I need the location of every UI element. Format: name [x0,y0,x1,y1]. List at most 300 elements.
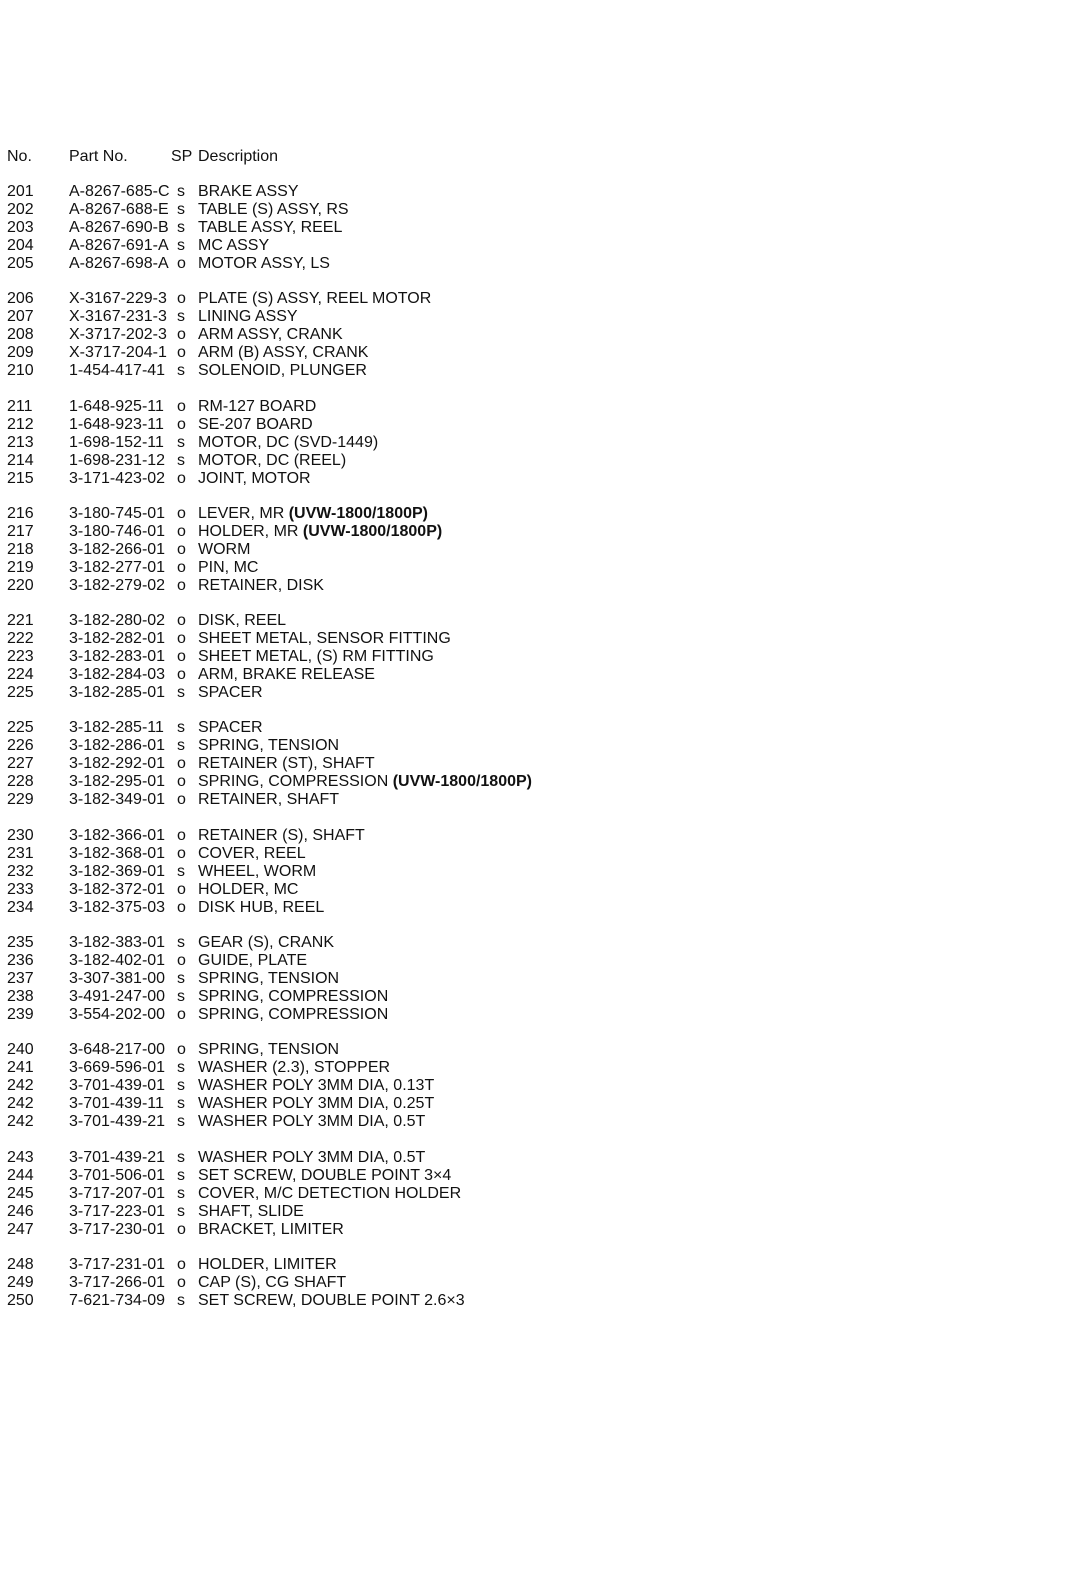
part-description-cell [198,827,365,845]
part-number: 3-182-266-01 [69,540,166,558]
supply-code: s [177,1184,185,1202]
part-description-cell [198,201,349,219]
part-description: SPRING, TENSION [198,737,340,755]
supply-code: o [177,1006,186,1024]
part-description: CAP (S), CG SHAFT [198,1273,347,1291]
header-sp: SP [171,148,193,165]
part-description-cell [198,505,428,523]
model-note: (UVW-1800/1800P) [392,773,532,791]
part-description-cell [198,183,299,201]
supply-code: s [177,684,185,702]
part-number-index: 232 [7,862,34,880]
part-description-cell [198,755,375,773]
part-description: LINING ASSY [198,308,298,326]
part-number-index: 225 [7,719,34,737]
part-description: ARM, BRAKE RELEASE [198,666,375,684]
part-number-index: 217 [7,522,34,540]
part-description: GUIDE, PLATE [198,952,308,970]
supply-code: o [177,397,186,415]
part-description-cell [198,988,388,1006]
part-description-cell [198,648,434,666]
part-number-index: 220 [7,576,34,594]
supply-code: o [177,898,186,916]
part-row [7,845,1067,863]
part-number-index: 242 [7,1113,34,1131]
part-number: 3-182-282-01 [69,630,166,648]
part-description: SPACER [198,684,263,702]
part-number-index: 238 [7,988,34,1006]
part-description: COVER, M/C DETECTION HOLDER [198,1184,462,1202]
supply-code: o [177,558,186,576]
part-number-index: 206 [7,290,34,308]
part-number: A-8267-685-C [69,183,170,200]
part-description-cell [198,237,269,255]
part-description-cell [198,1077,434,1095]
part-number-index: 245 [7,1184,34,1202]
part-description-cell [198,1256,337,1274]
part-row [7,1149,1067,1167]
part-number: X-3167-229-3 [69,290,167,308]
part-number-index: 237 [7,970,34,988]
part-number: 3-182-277-01 [69,558,166,576]
part-description: RETAINER, SHAFT [198,791,340,809]
part-row [7,1113,1067,1131]
part-description-cell [198,541,250,559]
part-number: 3-648-217-00 [69,1041,166,1059]
part-number-index: 209 [7,344,34,362]
supply-code: o [177,648,186,666]
part-number-index: 229 [7,791,34,809]
part-row [7,344,1067,362]
part-description: SE-207 BOARD [198,415,313,433]
part-description: TABLE (S) ASSY, RS [198,201,349,218]
part-description-cell [198,308,298,326]
part-number-index: 215 [7,469,34,487]
part-row [7,881,1067,899]
part-number: 3-182-375-03 [69,898,166,916]
supply-code: s [177,1202,185,1220]
part-description: WASHER POLY 3MM DIA, 0.5T [198,1148,426,1166]
part-description: SPACER [198,719,263,737]
part-number-index: 221 [7,612,34,630]
part-description-cell [198,1185,461,1203]
part-number: 1-648-925-11 [69,397,164,415]
part-number-index: 244 [7,1166,34,1184]
part-row [7,237,1067,255]
supply-code: s [177,201,185,218]
part-description-cell [198,1167,451,1185]
part-number-index: 202 [7,201,34,218]
part-number: 3-182-383-01 [69,934,166,952]
supply-code: s [177,1077,185,1095]
parts-group [7,1149,1067,1239]
part-description-cell [198,326,343,344]
part-description-cell [198,452,346,470]
part-number: 3-182-368-01 [69,844,166,862]
part-description: BRACKET, LIMITER [198,1220,344,1238]
part-row [7,559,1067,577]
part-number-index: 227 [7,755,34,773]
part-description: BRAKE ASSY [198,183,299,200]
part-row [7,416,1067,434]
part-description-cell [198,416,313,434]
part-row [7,1059,1067,1077]
header-no: No. [7,148,32,165]
part-description: WHEEL, WORM [198,862,317,880]
part-description: WASHER POLY 3MM DIA, 0.5T [198,1113,426,1131]
part-row [7,452,1067,470]
part-description-cell [198,881,298,899]
part-number: 3-180-745-01 [69,504,166,522]
part-number-index: 216 [7,504,34,522]
part-number-index: 222 [7,630,34,648]
part-row [7,827,1067,845]
supply-code: o [177,255,186,272]
part-description: HOLDER, MR [198,522,299,540]
part-number-index: 205 [7,255,34,272]
part-description: WORM [198,540,251,558]
part-row [7,899,1067,917]
parts-group [7,290,1067,380]
part-number: A-8267-691-A [69,237,169,254]
part-number: 3-182-349-01 [69,791,166,809]
part-number: 3-701-439-01 [69,1077,166,1095]
part-description-cell [198,666,375,684]
part-row [7,1095,1067,1113]
part-row [7,684,1067,702]
part-description: SPRING, TENSION [198,970,340,988]
part-description: ARM ASSY, CRANK [198,326,343,344]
part-description: JOINT, MOTOR [198,469,311,487]
part-description-cell [198,899,324,917]
part-description-cell [198,845,306,863]
part-row [7,255,1067,273]
parts-groups [7,183,1067,1310]
part-row [7,988,1067,1006]
part-number-index: 250 [7,1291,34,1309]
supply-code: s [177,451,185,469]
part-number-index: 214 [7,451,34,469]
supply-code: o [177,1273,186,1291]
supply-code: o [177,1220,186,1238]
part-description-cell [198,970,339,988]
parts-group [7,934,1067,1024]
part-row [7,183,1067,201]
part-row [7,755,1067,773]
supply-code: o [177,844,186,862]
part-row [7,630,1067,648]
part-row [7,934,1067,952]
part-number-index: 231 [7,844,34,862]
parts-list-header [7,148,1067,166]
part-description: WASHER POLY 3MM DIA, 0.13T [198,1077,435,1095]
part-description-cell [198,1203,304,1221]
part-row [7,719,1067,737]
supply-code: s [177,1291,185,1309]
part-number-index: 207 [7,308,34,326]
part-number-index: 242 [7,1095,34,1113]
supply-code: o [177,791,186,809]
parts-group [7,612,1067,702]
part-description-cell [198,255,330,273]
part-number-index: 248 [7,1255,34,1273]
supply-code: o [177,952,186,970]
parts-group [7,1256,1067,1310]
supply-code: o [177,290,186,308]
part-number-index: 210 [7,362,34,380]
part-row [7,648,1067,666]
part-number: 3-717-230-01 [69,1220,166,1238]
supply-code: o [177,755,186,773]
part-description-cell [198,398,316,416]
supply-code: s [177,719,185,737]
part-number: 3-171-423-02 [69,469,166,487]
part-description: MOTOR, DC (SVD-1449) [198,433,379,451]
part-number-index: 225 [7,684,34,702]
part-description-cell [198,1059,390,1077]
part-number: 3-491-247-00 [69,988,166,1006]
part-number: 3-717-231-01 [69,1255,166,1273]
part-row [7,308,1067,326]
supply-code: s [177,737,185,755]
part-number: X-3717-202-3 [69,326,167,344]
part-number-index: 208 [7,326,34,344]
supply-code: s [177,308,185,326]
part-number-index: 212 [7,415,34,433]
parts-group [7,398,1067,488]
supply-code: o [177,666,186,684]
part-number: 3-182-285-11 [69,719,164,737]
part-row [7,737,1067,755]
part-number: 7-621-734-09 [69,1291,166,1309]
part-number-index: 234 [7,898,34,916]
part-number: 3-182-280-02 [69,612,166,630]
part-number: 1-648-923-11 [69,415,164,433]
part-description-cell [198,1292,465,1310]
part-number-index: 233 [7,880,34,898]
part-description-cell [198,1113,425,1131]
supply-code: s [177,934,185,952]
supply-code: s [177,862,185,880]
supply-code: o [177,540,186,558]
part-number-index: 240 [7,1041,34,1059]
part-description: SPRING, COMPRESSION [198,773,389,791]
part-number: 1-698-231-12 [69,451,166,469]
part-description: WASHER POLY 3MM DIA, 0.25T [198,1095,435,1113]
part-number-index: 249 [7,1273,34,1291]
part-row [7,219,1067,237]
part-number-index: 228 [7,773,34,791]
supply-code: s [177,1095,185,1113]
supply-code: o [177,576,186,594]
part-description: LEVER, MR [198,504,285,522]
part-description: HOLDER, LIMITER [198,1255,337,1273]
parts-group [7,505,1067,595]
part-number-index: 213 [7,433,34,451]
part-description: SOLENOID, PLUNGER [198,362,367,380]
part-description-cell [198,1149,425,1167]
supply-code: s [177,183,185,200]
part-description-cell [198,1274,346,1292]
supply-code: o [177,826,186,844]
part-description-cell [198,559,258,577]
part-row [7,1041,1067,1059]
part-row [7,863,1067,881]
part-number-index: 241 [7,1059,34,1077]
part-description-cell [198,362,367,380]
part-number: 3-307-381-00 [69,970,166,988]
part-number-index: 219 [7,558,34,576]
part-description-cell [198,290,431,308]
part-description-cell [198,612,286,630]
part-number: 3-717-207-01 [69,1184,166,1202]
part-number: 3-182-285-01 [69,684,166,702]
part-description-cell [198,719,263,737]
part-number: 3-182-279-02 [69,576,166,594]
part-number-index: 204 [7,237,34,254]
part-description: SHAFT, SLIDE [198,1202,304,1220]
part-number: 3-182-369-01 [69,862,166,880]
part-description-cell [198,523,442,541]
part-number: 3-701-506-01 [69,1166,166,1184]
part-description-cell [198,577,324,595]
part-number: 3-717-266-01 [69,1273,166,1291]
part-number: 3-701-439-21 [69,1113,166,1131]
part-row [7,1167,1067,1185]
part-number: 3-669-596-01 [69,1059,166,1077]
part-row [7,1203,1067,1221]
part-description: SHEET METAL, (S) RM FITTING [198,648,434,666]
part-description: SPRING, COMPRESSION [198,988,389,1006]
part-row [7,970,1067,988]
header-description: Description [198,148,279,165]
part-description: GEAR (S), CRANK [198,934,335,952]
part-description: DISK, REEL [198,612,287,630]
part-description-cell [198,344,368,362]
supply-code: o [177,612,186,630]
supply-code: s [177,1148,185,1166]
part-description: RM-127 BOARD [198,397,317,415]
supply-code: o [177,504,186,522]
part-number-index: 226 [7,737,34,755]
part-description-cell [198,773,532,791]
part-number-index: 218 [7,540,34,558]
supply-code: s [177,970,185,988]
part-description-cell [198,1221,344,1239]
part-number-index: 236 [7,952,34,970]
model-note: (UVW-1800/1800P) [288,504,428,522]
parts-group [7,719,1067,809]
part-description: PLATE (S) ASSY, REEL MOTOR [198,290,432,308]
part-number: 3-182-402-01 [69,952,166,970]
supply-code: o [177,522,186,540]
part-number-index: 223 [7,648,34,666]
part-description-cell [198,952,307,970]
supply-code: s [177,237,185,254]
supply-code: o [177,469,186,487]
part-description: RETAINER (S), SHAFT [198,826,365,844]
supply-code: s [177,1166,185,1184]
part-description: TABLE ASSY, REEL [198,219,343,236]
supply-code: o [177,1255,186,1273]
part-description: SPRING, COMPRESSION [198,1006,389,1024]
part-description: COVER, REEL [198,844,306,862]
part-row [7,541,1067,559]
supply-code: o [177,880,186,898]
part-description: HOLDER, MC [198,880,299,898]
part-description-cell [198,1095,434,1113]
part-number: 3-182-283-01 [69,648,166,666]
part-description: MOTOR ASSY, LS [198,255,330,272]
part-description-cell [198,684,263,702]
part-row [7,1274,1067,1292]
part-row [7,1077,1067,1095]
part-description: WASHER (2.3), STOPPER [198,1059,391,1077]
part-description: RETAINER (ST), SHAFT [198,755,375,773]
part-number-index: 247 [7,1220,34,1238]
part-row [7,201,1067,219]
part-number: 3-182-295-01 [69,773,166,791]
header-part-no: Part No. [69,148,128,165]
supply-code: s [177,219,185,236]
part-description-cell [198,434,378,452]
supply-code: s [177,362,185,380]
part-number-index: 224 [7,666,34,684]
part-number: A-8267-690-B [69,219,169,236]
parts-group [7,827,1067,917]
part-description-cell [198,791,339,809]
supply-code: o [177,415,186,433]
part-row [7,1185,1067,1203]
part-number: 3-701-439-21 [69,1148,166,1166]
part-row [7,523,1067,541]
part-number-index: 211 [7,397,33,415]
part-row [7,470,1067,488]
supply-code: s [177,988,185,1006]
part-number-index: 246 [7,1202,34,1220]
part-description: SET SCREW, DOUBLE POINT 3×4 [198,1166,452,1184]
part-row [7,1256,1067,1274]
part-row [7,952,1067,970]
part-number: X-3717-204-1 [69,344,167,362]
part-number: 3-717-223-01 [69,1202,166,1220]
parts-group [7,183,1067,273]
part-row [7,612,1067,630]
part-row [7,791,1067,809]
part-number-index: 239 [7,1006,34,1024]
part-number-index: 243 [7,1148,34,1166]
part-number: 3-554-202-00 [69,1006,166,1024]
supply-code: o [177,344,186,362]
supply-code: s [177,1113,185,1131]
part-number: 1-454-417-41 [69,362,166,380]
part-row [7,326,1067,344]
part-description-cell [198,1041,339,1059]
part-row [7,577,1067,595]
part-number-index: 201 [7,183,34,200]
part-row [7,1292,1067,1310]
part-number-index: 230 [7,826,34,844]
part-description-cell [198,1006,388,1024]
part-number-index: 235 [7,934,34,952]
part-row [7,434,1067,452]
part-row [7,362,1067,380]
part-number: 3-182-372-01 [69,880,166,898]
part-row [7,1221,1067,1239]
part-number: 3-182-292-01 [69,755,166,773]
part-number: A-8267-698-A [69,255,169,272]
part-number: 3-180-746-01 [69,522,166,540]
